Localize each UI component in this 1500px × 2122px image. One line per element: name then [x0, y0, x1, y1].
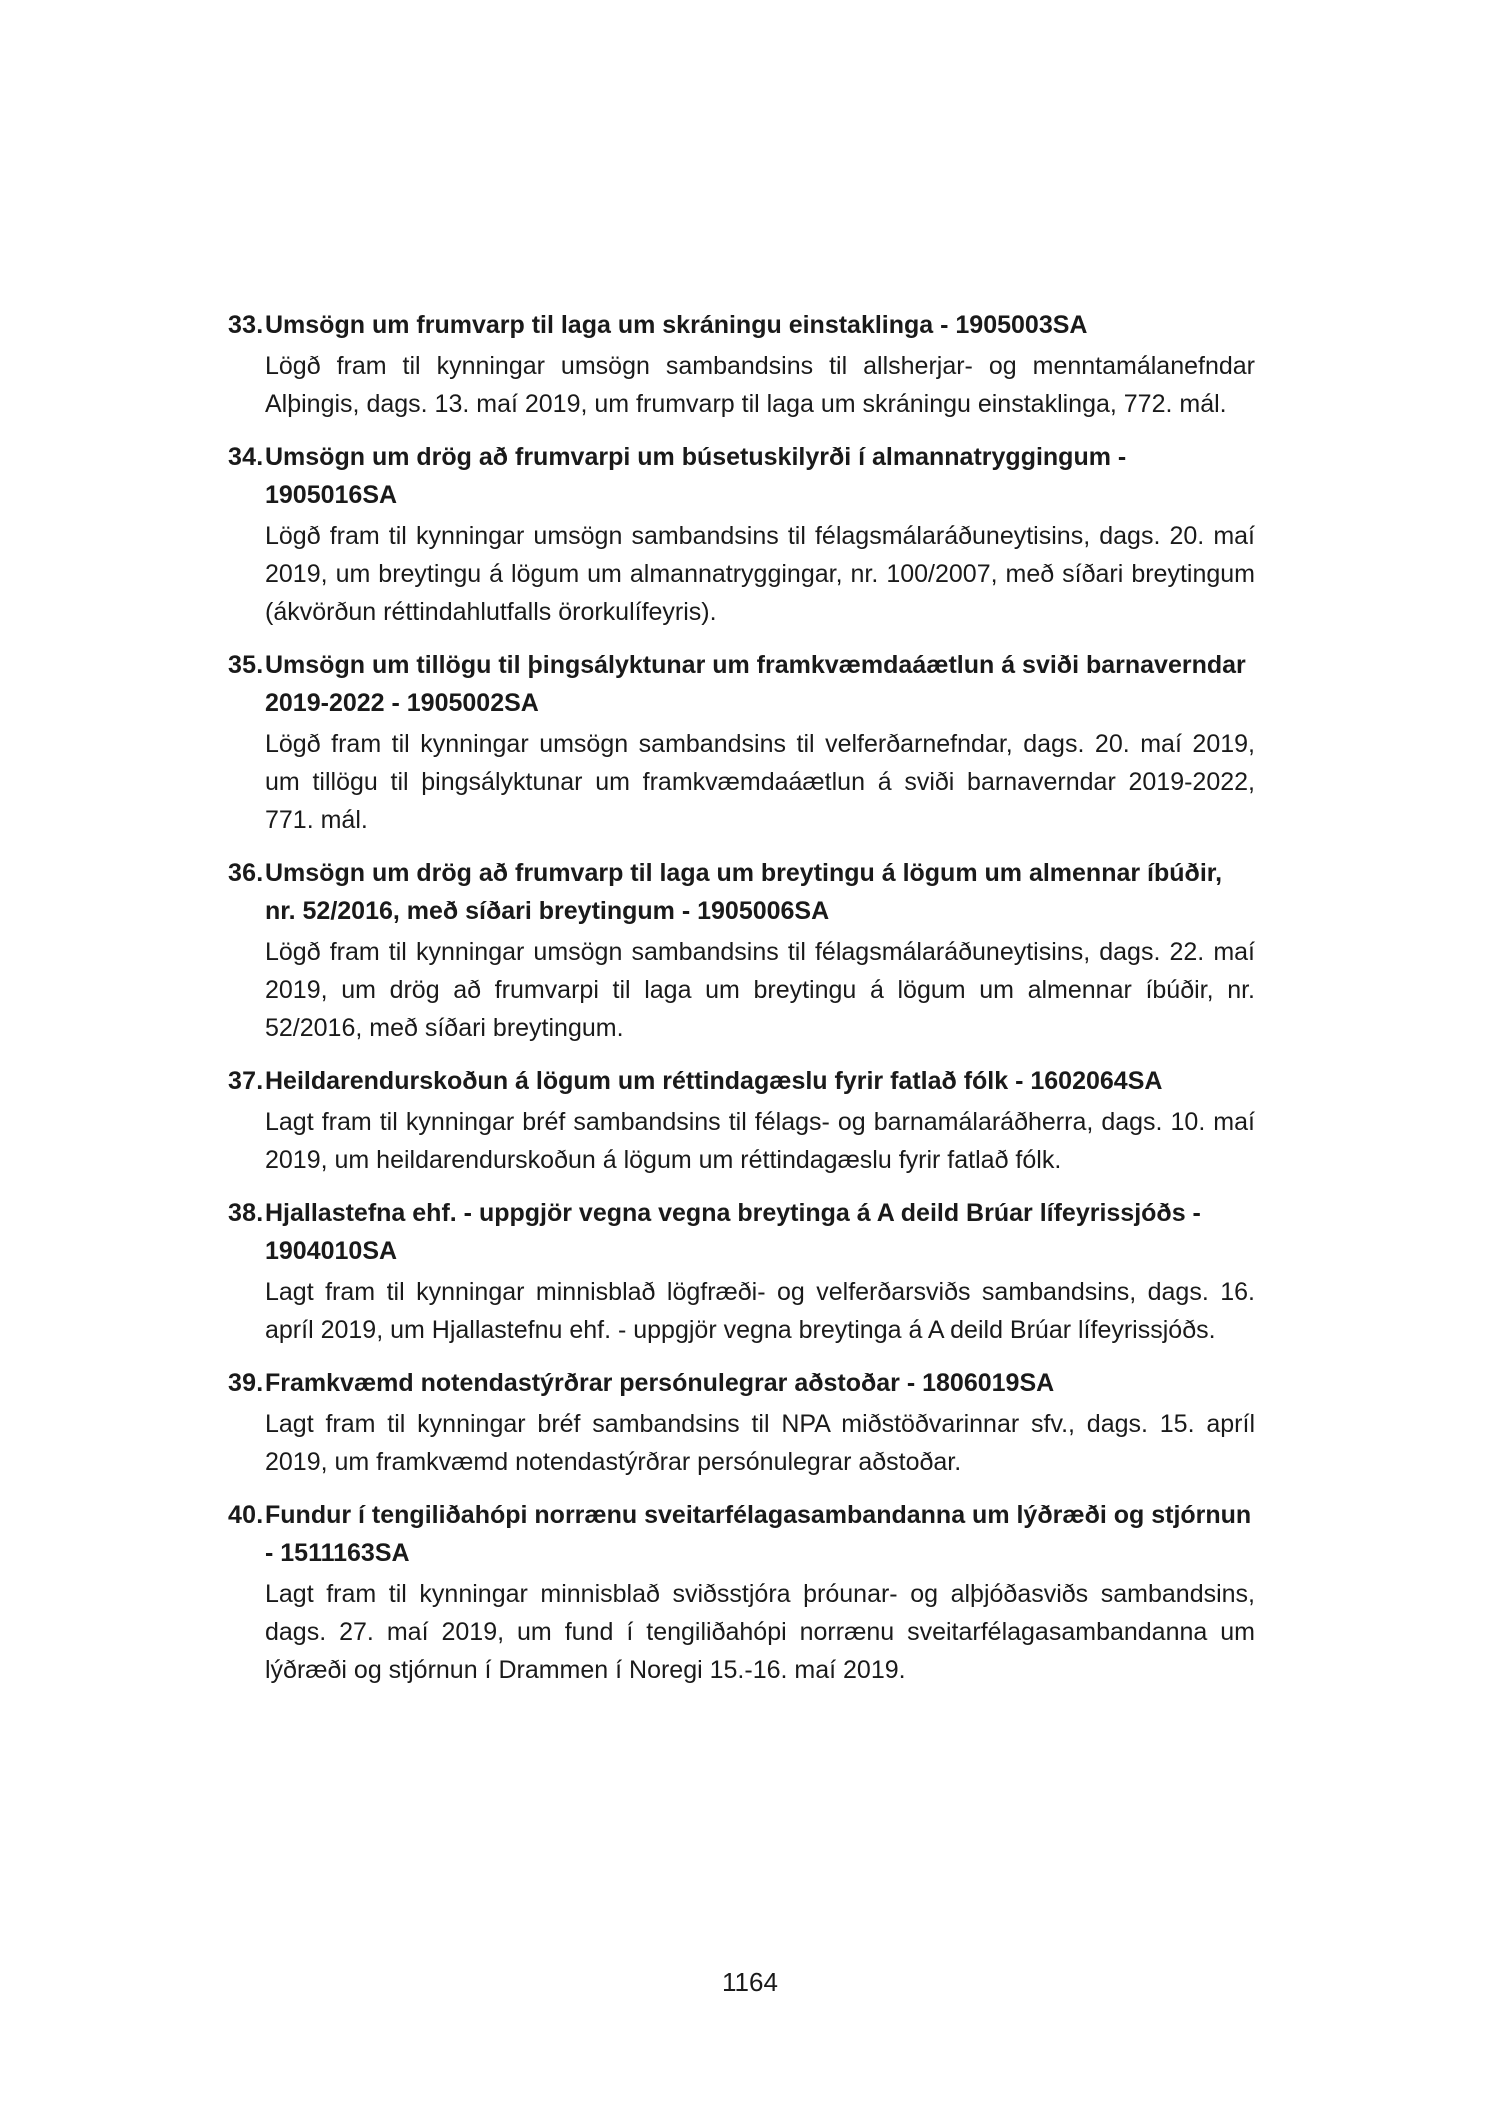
item-body: Lagt fram til kynningar bréf sambandsins til NPA miðstöðvarinnar sfv., dags. 15. apríl 2019, um framkvæmd notendastýrðrar persónulegrar aðstoðar.: [265, 1410, 1255, 1476]
item-number: 38.: [228, 1199, 264, 1227]
item-title: Framkvæmd notendastýrðrar persónulegrar aðstoðar - 1806019SA: [265, 1369, 1055, 1397]
list-item: [228, 306, 1255, 423]
list-item: [228, 438, 1255, 631]
item-number: 40.: [228, 1501, 264, 1529]
list-item: [228, 1364, 1255, 1481]
item-title: Umsögn um drög að frumvarp til laga um breytingu á lögum um almennar íbúðir, nr. 52/2016, með síðari breytingum - 1905006SA: [265, 859, 1223, 925]
list-item: [228, 854, 1255, 1047]
list-item: [228, 1496, 1255, 1689]
item-body: Lögð fram til kynningar umsögn sambandsins til velferðarnefndar, dags. 20. maí 2019, um tillögu til þingsályktunar um framkvæmdaáætlun á sviði barnaverndar 2019-2022, 771. mál.: [265, 730, 1255, 834]
item-title: Umsögn um frumvarp til laga um skráningu einstaklinga - 1905003SA: [265, 311, 1088, 339]
item-number: 34.: [228, 443, 264, 471]
item-content: [265, 646, 1255, 839]
item-body: Lögð fram til kynningar umsögn sambandsins til allsherjar- og menntamálanefndar Alþingis, dags. 13. maí 2019, um frumvarp til laga um skráningu einstaklinga, 772. mál.: [265, 352, 1255, 418]
item-content: [265, 1364, 1255, 1481]
item-content: [265, 854, 1255, 1047]
item-title: Umsögn um drög að frumvarpi um búsetuskilyrði í almannatryggingum - 1905016SA: [265, 443, 1127, 509]
item-content: [265, 1062, 1255, 1179]
list-item: [228, 1194, 1255, 1349]
item-body: Lagt fram til kynningar bréf sambandsins til félags- og barnamálaráðherra, dags. 10. maí 2019, um heildarendurskoðun á lögum um réttindagæslu fyrir fatlað fólk.: [265, 1108, 1255, 1174]
item-number: 39.: [228, 1369, 264, 1397]
list-item: [228, 646, 1255, 839]
item-title: Fundur í tengiliðahópi norrænu sveitarfélagasambandanna um lýðræði og stjórnun - 1511163SA: [265, 1501, 1252, 1567]
item-content: [265, 1194, 1255, 1349]
page-number: 1164: [722, 1967, 778, 1997]
item-body: Lögð fram til kynningar umsögn sambandsins til félagsmálaráðuneytisins, dags. 22. maí 2019, um drög að frumvarpi til laga um breytingu á lögum um almennar íbúðir, nr. 52/2016, með síðari breytingum.: [265, 938, 1255, 1042]
item-title: Hjallastefna ehf. - uppgjör vegna vegna breytinga á A deild Brúar lífeyrissjóðs - 1904010SA: [265, 1199, 1201, 1265]
item-number: 33.: [228, 311, 264, 339]
item-body: Lögð fram til kynningar umsögn sambandsins til félagsmálaráðuneytisins, dags. 20. maí 2019, um breytingu á lögum um almannatryggingar, nr. 100/2007, með síðari breytingum (ákvörðun réttindahlutfalls örorkulífeyris).: [265, 522, 1255, 626]
list-item: [228, 1062, 1255, 1179]
item-content: [265, 438, 1255, 631]
item-content: [265, 306, 1255, 423]
item-number: 37.: [228, 1067, 264, 1095]
item-title: Umsögn um tillögu til þingsályktunar um framkvæmdaáætlun á sviði barnaverndar 2019-2022 - 1905002SA: [265, 651, 1246, 717]
item-number: 35.: [228, 651, 264, 679]
item-content: [265, 1496, 1255, 1689]
item-body: Lagt fram til kynningar minnisblað lögfræði- og velferðarsviðs sambandsins, dags. 16. apríl 2019, um Hjallastefnu ehf. - uppgjör vegna breytinga á A deild Brúar lífeyrissjóðs.: [265, 1278, 1255, 1344]
item-body: Lagt fram til kynningar minnisblað sviðsstjóra þróunar- og alþjóðasviðs sambandsins, dags. 27. maí 2019, um fund í tengiliðahópi norrænu sveitarfélagasambandanna um lýðræði og stjórnun í Drammen í Noregi 15.-16. maí 2019.: [265, 1580, 1255, 1684]
minutes-item-list: [228, 306, 1255, 1704]
item-number: 36.: [228, 859, 264, 887]
item-title: Heildarendurskoðun á lögum um réttindagæslu fyrir fatlað fólk - 1602064SA: [265, 1067, 1163, 1095]
